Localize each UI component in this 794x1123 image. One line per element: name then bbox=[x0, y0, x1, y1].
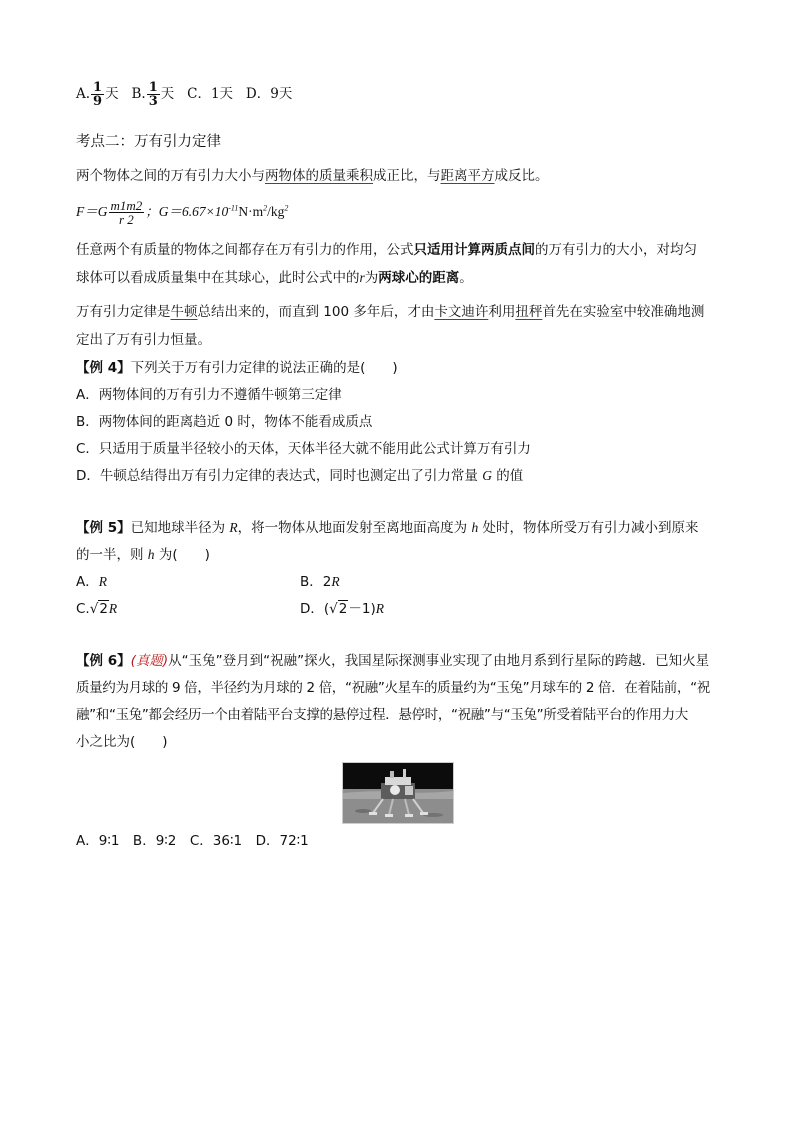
example5-option-a bbox=[76, 572, 107, 592]
intro-underline-mass: 两物体的质量乘积 bbox=[265, 168, 373, 184]
example6-text-1: 从“玉兔”登月到“祝融”探火，我国星际探测事业实现了由地月系到行星际的跨越．已知火星 bbox=[168, 653, 710, 669]
example5-var-h: h bbox=[471, 520, 479, 535]
example5-b-r: R bbox=[331, 574, 340, 589]
intro-text-1: 两个物体之间的万有引力大小与 bbox=[76, 168, 265, 184]
example5-option-d bbox=[300, 599, 384, 619]
formula-line bbox=[76, 194, 288, 230]
lander-illustration bbox=[343, 763, 453, 823]
fraction-a bbox=[91, 81, 104, 108]
option-a-prefix: A. bbox=[76, 86, 91, 102]
para2-text-1: 任意两个有质量的物体之间都存在万有引力的作用，公式 bbox=[76, 242, 414, 258]
example5-tag: 【例 5】 bbox=[76, 520, 131, 536]
unit-sup-2: 2 bbox=[284, 203, 289, 213]
example4-option-d bbox=[76, 466, 523, 486]
gravitational-constant-exponent: -11 bbox=[228, 203, 239, 213]
para2-text-3: 球体可以看成质量集中在其球心，此时公式中的 bbox=[76, 270, 360, 286]
example5-var-h2: h bbox=[147, 547, 155, 562]
example4-stem bbox=[76, 358, 398, 378]
option-c: C．1天 bbox=[187, 86, 234, 102]
example5-c-r: R bbox=[108, 601, 118, 616]
example5-d-r: R bbox=[375, 601, 384, 616]
example6-real-exam-tag: (真题) bbox=[130, 653, 169, 669]
example6-line1 bbox=[76, 651, 709, 671]
example5-text-2: ，将一物体从地面发射至离地面高度为 bbox=[237, 520, 472, 536]
intro-text-3: 成反比。 bbox=[494, 168, 549, 184]
example5-option-b bbox=[300, 572, 340, 592]
para3-underline-cavendish: 卡文迪许 bbox=[434, 304, 489, 320]
example5-d-mid: －1) bbox=[348, 601, 376, 617]
fraction-b bbox=[147, 81, 160, 108]
fraction-a-num: 1 bbox=[93, 80, 103, 95]
example4-option-d-text: D．牛顿总结得出万有引力定律的表达式，同时也测定出了引力常量 bbox=[76, 468, 483, 484]
formula-fraction bbox=[109, 199, 145, 226]
lander-image bbox=[342, 762, 454, 824]
para2-line2 bbox=[76, 268, 473, 288]
unit-sup-1: 2 bbox=[263, 203, 268, 213]
intro-underline-distance: 距离平方 bbox=[440, 168, 495, 184]
example5-c-prefix: C. bbox=[76, 601, 90, 617]
example4-option-c: C．只适用于质量半径较小的天体，天体半径大就不能用此公式计算万有引力 bbox=[76, 441, 531, 457]
para3-text-4: 首先在实验室中较准确地测 bbox=[542, 304, 705, 320]
para3-text-3: 利用 bbox=[488, 304, 516, 320]
example5-d-radicand: 2 bbox=[338, 601, 348, 617]
para2-bold-point-mass: 只适用计算两质点间 bbox=[413, 242, 535, 258]
example5-text-4: 的一半，则 bbox=[76, 547, 148, 563]
sqrt-icon: √ bbox=[329, 601, 338, 617]
para3-text-2: 总结出来的，而直到 100 多年后，才由 bbox=[197, 304, 435, 320]
para3-text-1: 万有引力定律是 bbox=[76, 304, 171, 320]
example4-var-g: G bbox=[482, 468, 492, 483]
example4-question: 下列关于万有引力定律的说法正确的是( ) bbox=[130, 360, 398, 376]
example6-options: A．9∶1 B．9∶2 C．36∶1 D．72∶1 bbox=[76, 833, 309, 849]
example6-line2: 质量约为月球的 9 倍，半径约为月球的 2 倍，“祝融”火星车的质量约为“玉兔”月球车的 2 倍．在着陆前，“祝 bbox=[76, 680, 710, 696]
gravitational-constant-unit: N·m bbox=[238, 204, 264, 219]
example5-d-prefix: D．( bbox=[300, 601, 330, 617]
gravitational-constant: G＝6.67×10 bbox=[158, 204, 229, 219]
para3-underline-torsion: 扭秤 bbox=[515, 304, 543, 320]
para3-line1 bbox=[76, 302, 704, 322]
para2-bold-center-distance: 两球心的距离 bbox=[378, 270, 460, 286]
gravitational-constant-unit-tail: /kg bbox=[267, 204, 285, 219]
example5-a-prefix: A． bbox=[76, 574, 99, 590]
para2-line1 bbox=[76, 240, 697, 260]
para3-line2: 定出了万有引力恒量。 bbox=[76, 332, 211, 348]
fraction-b-den: 3 bbox=[148, 94, 158, 109]
example4-option-a: A．两物体间的万有引力不遵循牛顿第三定律 bbox=[76, 387, 342, 403]
section-title: 考点二：万有引力定律 bbox=[76, 134, 221, 150]
fraction-b-num: 1 bbox=[148, 80, 158, 95]
example4-option-d-tail: 的值 bbox=[491, 468, 524, 484]
formula-denominator: r 2 bbox=[118, 212, 134, 228]
example5-a-r: R bbox=[98, 574, 107, 589]
example5-text-3: 处时，物体所受万有引力减小到原来 bbox=[478, 520, 699, 536]
example4-tag: 【例 4】 bbox=[76, 360, 131, 376]
example5-c-radicand: 2 bbox=[99, 601, 108, 617]
para2-var-r: r bbox=[359, 270, 365, 285]
example4-option-b: B．两物体间的距离趋近 0 时，物体不能看成质点 bbox=[76, 414, 373, 430]
option-b-prefix: B. bbox=[131, 86, 146, 102]
para2-text-2: 的万有引力的大小，对均匀 bbox=[535, 242, 697, 258]
example5-line2 bbox=[76, 545, 210, 565]
example5-text-5: 为( ) bbox=[154, 547, 210, 563]
fraction-a-den: 9 bbox=[93, 94, 103, 109]
para2-text-4: 为 bbox=[364, 270, 379, 286]
intro-text-2: 成正比，与 bbox=[373, 168, 441, 184]
example5-text-1: 已知地球半径为 bbox=[130, 520, 230, 536]
example5-var-r: R bbox=[229, 520, 238, 535]
formula-lhs: F＝G bbox=[76, 204, 108, 219]
example6-line3: 融”和“玉兔”都会经历一个由着陆平台支撑的悬停过程．悬停时，“祝融”与“玉兔”所受着陆平台的作用力大 bbox=[76, 707, 688, 723]
top-options bbox=[76, 78, 292, 110]
option-a-unit: 天 bbox=[105, 86, 119, 102]
para2-period: 。 bbox=[459, 270, 473, 286]
example6-line4: 小之比为( ) bbox=[76, 734, 168, 750]
example5-option-c bbox=[76, 599, 117, 619]
option-d: D．9天 bbox=[245, 86, 293, 102]
sqrt-icon: √ bbox=[89, 601, 99, 617]
example5-line1 bbox=[76, 518, 698, 538]
example6-tag: 【例 6】 bbox=[76, 653, 131, 669]
formula-separator: ； bbox=[145, 204, 159, 219]
para3-underline-newton: 牛顿 bbox=[170, 304, 198, 320]
option-b-unit: 天 bbox=[160, 86, 175, 102]
intro-line bbox=[76, 166, 549, 186]
formula-numerator: m1m2 bbox=[110, 198, 143, 214]
example5-b-prefix: B．2 bbox=[300, 574, 332, 590]
